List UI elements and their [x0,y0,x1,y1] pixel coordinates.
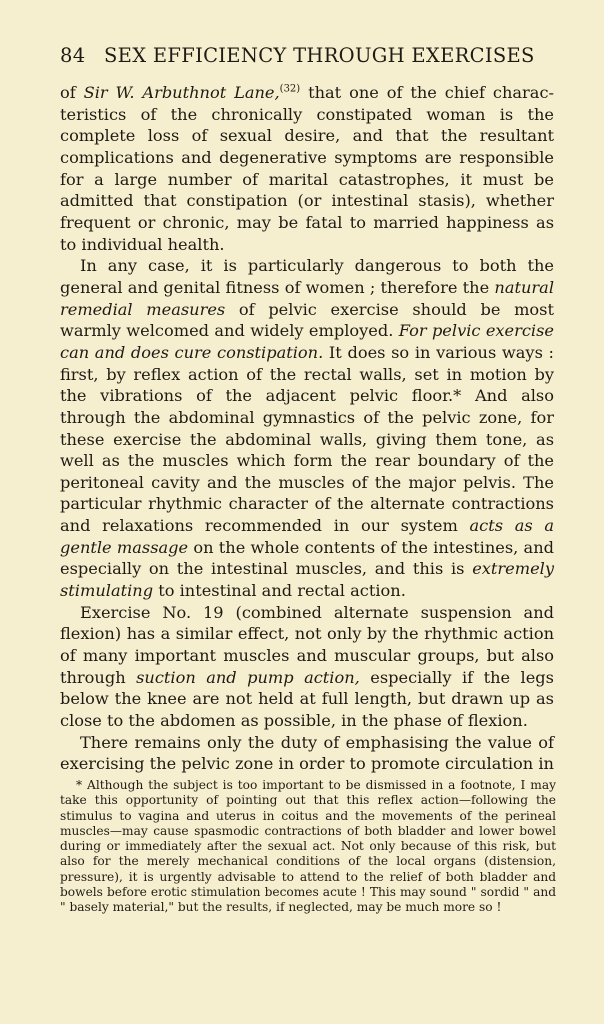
text-span: especially if the legs below the knee are not held at full length, but drawn up as close to the abdomen as possible, in the phase of flexion. [60,667,554,731]
paragraph [60,732,554,775]
text-span: In any case, it is particularly dangerous to both the general and genital fitness of women ; therefore the [60,256,554,297]
paragraph [60,602,554,732]
running-header [60,44,556,74]
footnote-text: * Although the subject is too important to be dismissed in a footnote, I may take this opportunity of pointing out that this reflex action—following the stimulus to vagina and uterus in coitus and the movements of the perineal muscles—may cause spasmodic contractions of both bladder and lower bowel during or immediately after the sexual act. Not only because of this risk, but also for the merely mechanical conditions of the local organs (distension, pressure), it is urgently advisable to attend to the relief of both bladder and bowels before erotic stimulation becomes acute ! This may sound " sordid " and " basely material," but the results, if neglected, may be much more so ! [60,778,556,915]
text-span: It does so in various ways : first, by reflex action of the rectal walls, set in motion by the vibrations of the adjacent pelvic floor.* And also through the abdominal gymnastics of the pelvic zone, for these exercise the abdominal walls, giving them tone, as well as the muscles which form the rear boundary of the peritoneal cavity and the muscles of the major pelvis. The particular rhythmic character of the alternate contractions and relaxations recommended in our system [60,342,554,536]
emphasis: acts as a gentle massage [60,516,554,557]
footnote [60,778,556,916]
emphasis: suction and pump action, [136,667,360,687]
text-span: to intestinal and rectal action. [153,581,406,601]
emphasis: extremely stimulating [60,559,554,601]
body-text [60,82,554,775]
text-span: on the whole contents of the intestines, and especially on the intestinal muscles, and this is [60,537,554,579]
author-name: Sir W. Arbuthnot Lane, [83,83,280,102]
text-span: of [60,83,84,102]
text-span: Exercise No. 19 (combined alternate suspension and flexion) has a similar effect, not only by the rhythmic action of many important muscles and muscular groups, but also through [60,602,554,687]
page-number: 84 [60,44,86,67]
paragraph [60,82,554,255]
text-span: There remains only the duty of emphasising the value of exercising the pelvic zone in order to promote circulation in [60,732,554,774]
emphasis: natural remedial measures [60,277,554,319]
text-span: that one of the chief characteristics of the chronically constipated woman is the complete loss of sexual desire, and that the resultant complications and degenerative symptoms are responsible for a large number of marital catastrophes, it must be admitted that constipation (or intestinal stasis), whether frequent or chronic, may be fatal to married happiness as to individual health. [60,83,554,254]
emphasis: For pelvic exercise can and does cure constipation. [60,321,554,362]
paragraph [60,255,554,602]
reference-number: (32) [279,83,301,95]
text-span: of pelvic exercise should be most warmly welcomed and widely employed. [60,299,554,341]
running-title: SEX EFFICIENCY THROUGH EXERCISES [104,44,535,67]
